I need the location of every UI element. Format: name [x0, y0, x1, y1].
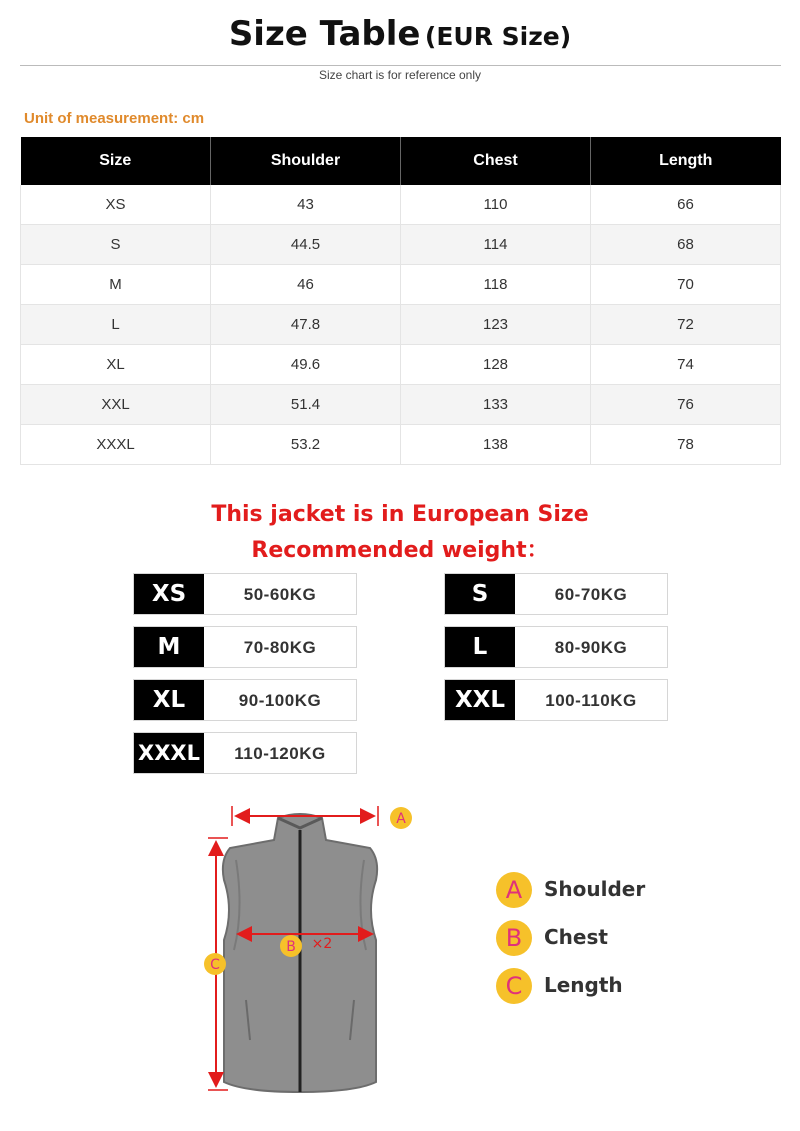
legend-label-chest: Chest — [544, 925, 608, 949]
cell-chest: 133 — [401, 385, 591, 425]
table-row — [21, 265, 781, 305]
marker-a-label: A — [396, 811, 406, 827]
chest-multiplier: ×2 — [311, 936, 333, 952]
weight-size-label: XL — [134, 680, 204, 720]
cell-shoulder: 46 — [211, 265, 401, 305]
marker-b-label: B — [286, 939, 296, 955]
weight-box-m — [133, 626, 357, 668]
weight-size-label: XS — [134, 574, 204, 614]
cell-size: XS — [21, 185, 211, 225]
table-row — [21, 185, 781, 225]
weight-box-xs — [133, 573, 357, 615]
table-row — [21, 385, 781, 425]
cell-shoulder: 53.2 — [211, 425, 401, 465]
cell-size: XXL — [21, 385, 211, 425]
table-row — [21, 305, 781, 345]
european-size-notice: This jacket is in European Size — [211, 502, 589, 527]
cell-chest: 110 — [401, 185, 591, 225]
weight-size-label: XXXL — [134, 733, 204, 773]
cell-shoulder: 44.5 — [211, 225, 401, 265]
cell-length: 74 — [591, 345, 781, 385]
marker-c — [204, 953, 226, 975]
title-main: Size Table — [228, 14, 421, 54]
legend-label-length: Length — [544, 973, 623, 997]
cell-shoulder: 51.4 — [211, 385, 401, 425]
table-row — [21, 345, 781, 385]
weight-box-xl — [133, 679, 357, 721]
cell-chest: 118 — [401, 265, 591, 305]
cell-shoulder: 43 — [211, 185, 401, 225]
cell-length: 76 — [591, 385, 781, 425]
column-header-length: Length — [591, 137, 781, 185]
weight-range: 110-120KG — [234, 744, 326, 763]
title-divider — [20, 65, 781, 66]
size-table — [20, 137, 781, 465]
table-row — [21, 425, 781, 465]
table-row — [21, 225, 781, 265]
weight-size-label: XXL — [445, 680, 515, 720]
cell-size: L — [21, 305, 211, 345]
weight-range: 50-60KG — [243, 585, 317, 604]
cell-chest: 128 — [401, 345, 591, 385]
marker-c-label: C — [210, 957, 220, 973]
cell-length: 70 — [591, 265, 781, 305]
weight-box-l — [444, 626, 668, 668]
reference-note: Size chart is for reference only — [318, 68, 482, 82]
cell-shoulder: 49.6 — [211, 345, 401, 385]
weight-box-s — [444, 573, 668, 615]
weight-size-label: M — [134, 627, 204, 667]
column-header-shoulder: Shoulder — [211, 137, 401, 185]
weight-range: 90-100KG — [238, 691, 322, 710]
title-subtitle: (EUR Size) — [424, 22, 572, 51]
weight-range: 80-90KG — [554, 638, 628, 657]
weight-box-xxl — [444, 679, 668, 721]
cell-length: 66 — [591, 185, 781, 225]
cell-length: 68 — [591, 225, 781, 265]
weight-box-xxxl — [133, 732, 357, 774]
cell-size: S — [21, 225, 211, 265]
weight-size-label: S — [445, 574, 515, 614]
cell-shoulder: 47.8 — [211, 305, 401, 345]
cell-size: XL — [21, 345, 211, 385]
recommended-weight-heading: Recommended weight： — [251, 538, 549, 563]
cell-length: 72 — [591, 305, 781, 345]
weight-range: 70-80KG — [243, 638, 317, 657]
legend-letter-b: B — [496, 920, 532, 956]
marker-a — [390, 807, 412, 829]
vest-measurement-diagram — [180, 800, 440, 1100]
vest-icon — [223, 814, 377, 1092]
cell-size: M — [21, 265, 211, 305]
legend-label-shoulder: Shoulder — [544, 877, 646, 901]
page-title — [0, 14, 800, 54]
cell-chest: 123 — [401, 305, 591, 345]
cell-chest: 138 — [401, 425, 591, 465]
unit-label: Unit of measurement: cm — [24, 110, 205, 127]
legend-letter-c: C — [496, 968, 532, 1004]
legend-letter-a: A — [496, 872, 532, 908]
cell-size: XXXL — [21, 425, 211, 465]
cell-chest: 114 — [401, 225, 591, 265]
column-header-chest: Chest — [401, 137, 591, 185]
weight-size-label: L — [445, 627, 515, 667]
column-header-size: Size — [21, 137, 211, 185]
table-header-row — [21, 137, 781, 185]
cell-length: 78 — [591, 425, 781, 465]
weight-range: 100-110KG — [545, 691, 637, 710]
weight-range: 60-70KG — [554, 585, 628, 604]
